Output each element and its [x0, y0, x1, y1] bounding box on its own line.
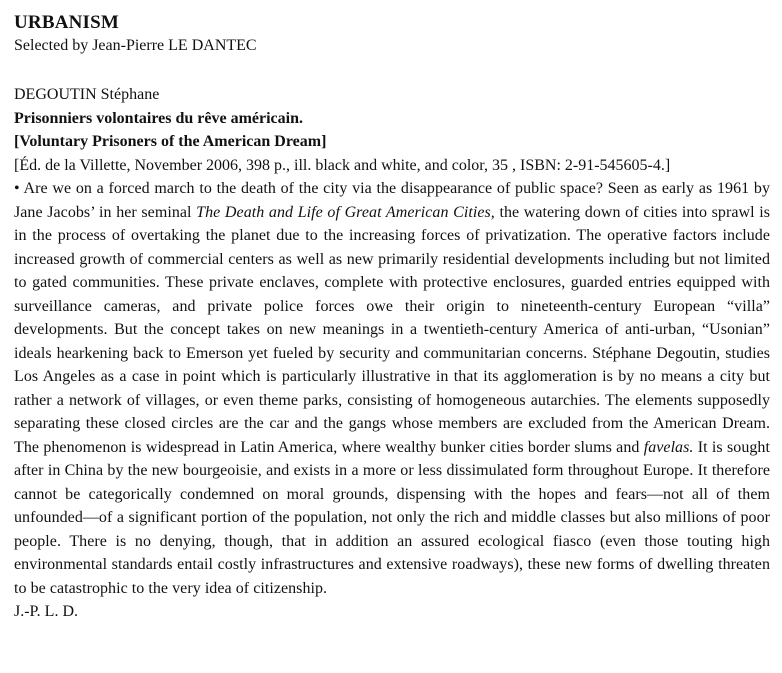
- cited-book-title: The Death and Life of Great American Cities,: [196, 203, 495, 221]
- review-text: [14, 177, 770, 600]
- review-text-part-2: the watering down of cities into sprawl is in the process of overtaking the planet due to the increasing forces of privatization. The operative factors include increased growth of commercial centers as well as new primarily residential developments including but not limited to gated communities. These private enclaves, complete with protective enclosures, guarded entries equipped with surveillance cameras, and private police forces owe their origin to nineteenth-century European “villa” developments. But the concept takes on new meanings in a twentieth-century America of anti-urban, “Usonian” ideals hearkening back to Emerson yet fueled by security and communitarian concerns. Stéphane Degoutin, studies Los Angeles as a case in point which is particularly illustrative in that its agglomeration is by no means a city but rather a network of villages, or even theme parks, consisting of homogeneous autarchies. The elements supposedly separating these closed circles are the car and the gangs whose members are excluded from the American Dream. The phenomenon is widespread in Latin America, where wealthy bunker cities border slums and: [14, 203, 770, 456]
- selected-by-line: Selected by Jean-Pierre LE DANTEC: [14, 37, 257, 54]
- book-entry: [14, 83, 770, 623]
- review-page: [14, 11, 770, 623]
- section-title: URBANISM: [14, 12, 120, 33]
- favelas-term: favelas.: [643, 438, 694, 456]
- translated-title: [Voluntary Prisoners of the American Dream]: [14, 133, 327, 150]
- publication-info: [Éd. de la Villette, November 2006, 398 p., ill. black and white, and color, 35 , ISBN: 2-91-545605-4.]: [14, 156, 671, 174]
- review-text-part-1: • Are we on a forced march to the death of the city via the disappearance of public space? Seen as early as 1961 by Jane Jacobs’ in her seminal: [14, 180, 770, 221]
- review-text-part-3: It is sought after in China by the new bourgeoisie, and exists in a more or less dissimulated form throughout Europe. It therefore cannot be categorically condemned on moral grounds, dispensing with the hopes and fears—not all of them unfounded—of a significant portion of the population, not only the rich and middle classes but also millions of poor people. There is no denying, though, that in addition an assured ecological fiasco (even those touting high environmental standards entail costly infrastructures and extensive roadways), these new forms of dwelling threaten to be catastrophic to the very idea of citizenship.: [14, 438, 770, 597]
- reviewer-signature: J.-P. L. D.: [14, 603, 79, 620]
- book-title: Prisonniers volontaires du rêve américain.: [14, 109, 303, 127]
- book-author: DEGOUTIN Stéphane: [14, 86, 160, 103]
